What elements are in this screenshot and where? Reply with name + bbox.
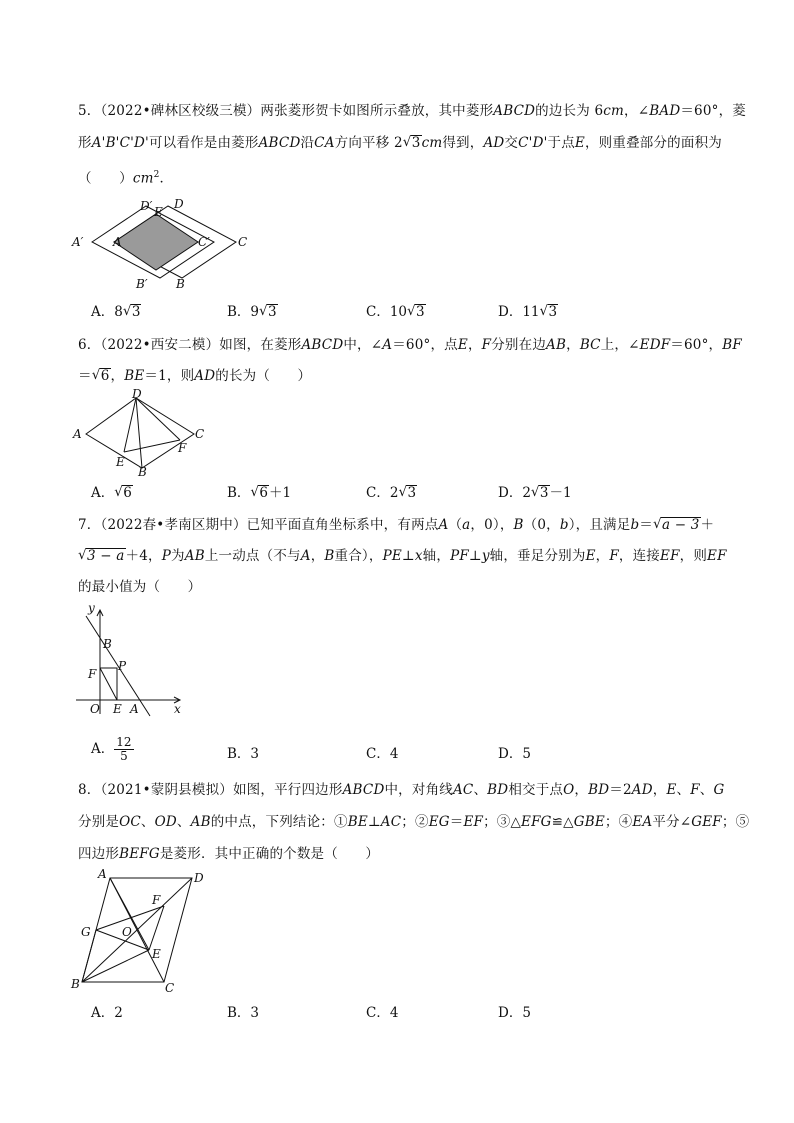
q5-line-3: （ ）$cm^2$． bbox=[78, 170, 174, 187]
q7-label-o: O bbox=[90, 702, 100, 716]
q6-label-f: F bbox=[178, 441, 187, 455]
q5-label-dp: D′ bbox=[140, 199, 153, 213]
q5-label-c: C bbox=[238, 235, 248, 249]
q7-option-a[interactable]: A． $\frac{12}{5}$ bbox=[91, 735, 132, 763]
q5-option-d[interactable]: D．11√ 3 bbox=[498, 303, 558, 321]
q7-figure bbox=[70, 598, 195, 720]
q7-option-b[interactable]: B．3 bbox=[227, 746, 260, 762]
q6-line-1: 6．（2022•西安二模）如图，在菱形ABCD中，∠A＝60°，点E，F分别在边AB，BC上，∠EDF＝60°，BF bbox=[78, 337, 742, 353]
q5-option-b[interactable]: B．9√ 3 bbox=[227, 303, 278, 321]
q8-figure bbox=[70, 866, 220, 996]
q8-label-f: F bbox=[152, 893, 161, 907]
q7-label-a: A bbox=[130, 702, 139, 716]
q6-label-c: C bbox=[195, 427, 205, 441]
q8-option-a[interactable]: A．2 bbox=[91, 1005, 123, 1021]
q5-label-d: D bbox=[174, 197, 184, 211]
q7-label-b: B bbox=[103, 637, 112, 651]
q7-label-p: P bbox=[118, 659, 127, 673]
q5-label-ap: A′ bbox=[72, 235, 84, 249]
q7-label-y: y bbox=[88, 601, 95, 615]
q5-line-1: 5．（2022•碑林区校级三模）两张菱形贺卡如图所示叠放，其中菱形ABCD的边长为 6cm，∠BAD＝60°，菱 bbox=[78, 103, 746, 119]
q6-label-e: E bbox=[116, 455, 125, 469]
q8-label-d: D bbox=[194, 871, 204, 885]
q8-line-1: 8．（2021•蒙阴县模拟）如图，平行四边形ABCD中，对角线AC、BD相交于点O，BD＝2AD，E、F、G bbox=[78, 782, 725, 798]
q5-option-a[interactable]: A．8√ 3 bbox=[91, 303, 141, 321]
q8-label-b: B bbox=[71, 977, 80, 991]
q6-option-b[interactable]: B．√ 6＋1 bbox=[227, 484, 291, 502]
q5-label-a: A bbox=[113, 235, 122, 249]
q6-option-a[interactable]: A．√ 6 bbox=[91, 484, 133, 502]
q8-line-3: 四边形BEFG是菱形．其中正确的个数是（ ） bbox=[78, 846, 380, 862]
q6-label-a: A bbox=[73, 427, 82, 441]
q7-option-d[interactable]: D．5 bbox=[498, 746, 531, 762]
q6-rhombus bbox=[86, 398, 194, 468]
q5-option-c[interactable]: C．10√ 3 bbox=[366, 303, 426, 321]
q8-label-e: E bbox=[152, 947, 161, 961]
q8-label-c: C bbox=[165, 981, 175, 995]
q6-option-d[interactable]: D．2√ 3－1 bbox=[498, 484, 572, 502]
q6-option-c[interactable]: C．2√ 3 bbox=[366, 484, 417, 502]
q8-option-b[interactable]: B．3 bbox=[227, 1005, 260, 1021]
q8-option-d[interactable]: D．5 bbox=[498, 1005, 531, 1021]
q7-line-3: 的最小值为（ ） bbox=[78, 579, 202, 595]
q8-option-c[interactable]: C．4 bbox=[366, 1005, 399, 1021]
q7-label-f: F bbox=[88, 667, 97, 681]
q7-line-2: √ 3 − a＋4，P为AB上一动点（不与A，B重合），PE⊥x轴，PF⊥y轴，垂足分别为E，F，连接EF，则EF bbox=[78, 547, 727, 565]
q5-line-2: 形A'B'C'D'可以看作是由菱形ABCD沿CA方向平移 2√ 3cm得到，AD交C'D'于点E，则重叠部分的面积为 bbox=[78, 134, 722, 152]
q8-label-a: A bbox=[98, 867, 107, 881]
q8-label-o: O bbox=[122, 925, 132, 939]
q7-option-c[interactable]: C．4 bbox=[366, 746, 399, 762]
q8-line-2: 分别是OC、OD、AB的中点，下列结论：①BE⊥AC；②EG＝EF；③△EFG≌△GBE；④EA平分∠GEF；⑤ bbox=[78, 814, 750, 830]
q6-figure bbox=[70, 387, 210, 479]
q6-line-2: ＝√ 6，BE＝1，则AD的长为（ ） bbox=[78, 367, 311, 385]
q8-label-g: G bbox=[81, 925, 91, 939]
q5-label-e: E bbox=[154, 205, 163, 219]
q7-line-1: 7．（2022春•孝南区期中）已知平面直角坐标系中，有两点A（a，0），B（0，b），且满足b＝√ a − 3＋ bbox=[78, 516, 714, 534]
q6-label-b: B bbox=[138, 465, 147, 479]
q5-label-b: B bbox=[176, 277, 185, 291]
q6-label-d: D bbox=[132, 387, 142, 401]
q7-label-x: x bbox=[174, 702, 181, 716]
q7-label-e: E bbox=[113, 702, 122, 716]
q5-label-bp: B′ bbox=[136, 277, 148, 291]
q5-label-cp: C′ bbox=[198, 235, 210, 249]
q5-figure bbox=[70, 196, 260, 292]
